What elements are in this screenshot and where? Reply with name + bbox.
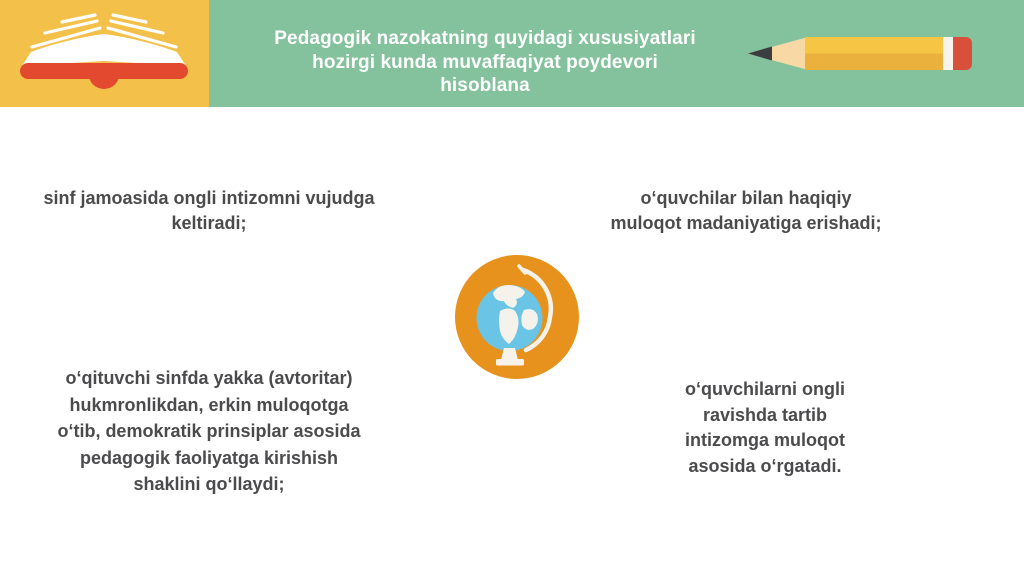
bullet-top-right: [556, 186, 936, 236]
text-line: o‘quvchilar bilan haqiqiy: [640, 188, 852, 208]
title-line: hisoblana: [440, 75, 530, 96]
globe-badge: [455, 255, 579, 379]
bullet-bottom-right: [575, 377, 955, 479]
text-line: asosida o‘rgatadi.: [688, 455, 842, 476]
logo-tile: [0, 0, 209, 107]
bullet-top-left: [19, 186, 399, 236]
text-line: muloqot madaniyatiga erishadi;: [610, 213, 882, 233]
text-line: o‘tib, demokratik prinsiplar asosida: [57, 421, 361, 441]
title-line: Pedagogik nazokatning quyidagi xususiyatlari: [274, 28, 696, 49]
text-line: hukmronlikdan, erkin muloqotga: [69, 394, 349, 415]
open-book-icon: [0, 0, 209, 107]
text-line: keltiradi;: [171, 213, 247, 233]
text-line: o‘qituvchi sinfda yakka (avtoritar): [65, 368, 353, 388]
text-line: sinf jamoasida ongli intizomni vujudga: [43, 188, 375, 208]
title-line: hozirgi kunda muvaffaqiyat poydevori: [312, 51, 658, 73]
bullet-bottom-left: [19, 365, 399, 498]
text-line: intizomga muloqot: [685, 430, 845, 450]
desk-globe-icon: [455, 255, 579, 379]
text-line: pedagogik faoliyatga kirishish: [79, 447, 339, 468]
slide-title: [209, 27, 761, 98]
text-line: shaklini qo‘llaydi;: [133, 474, 285, 494]
text-line: ravishda tartib: [702, 404, 828, 425]
text-line: o‘quvchilarni ongli: [684, 379, 845, 399]
pencil-icon: [748, 35, 972, 72]
